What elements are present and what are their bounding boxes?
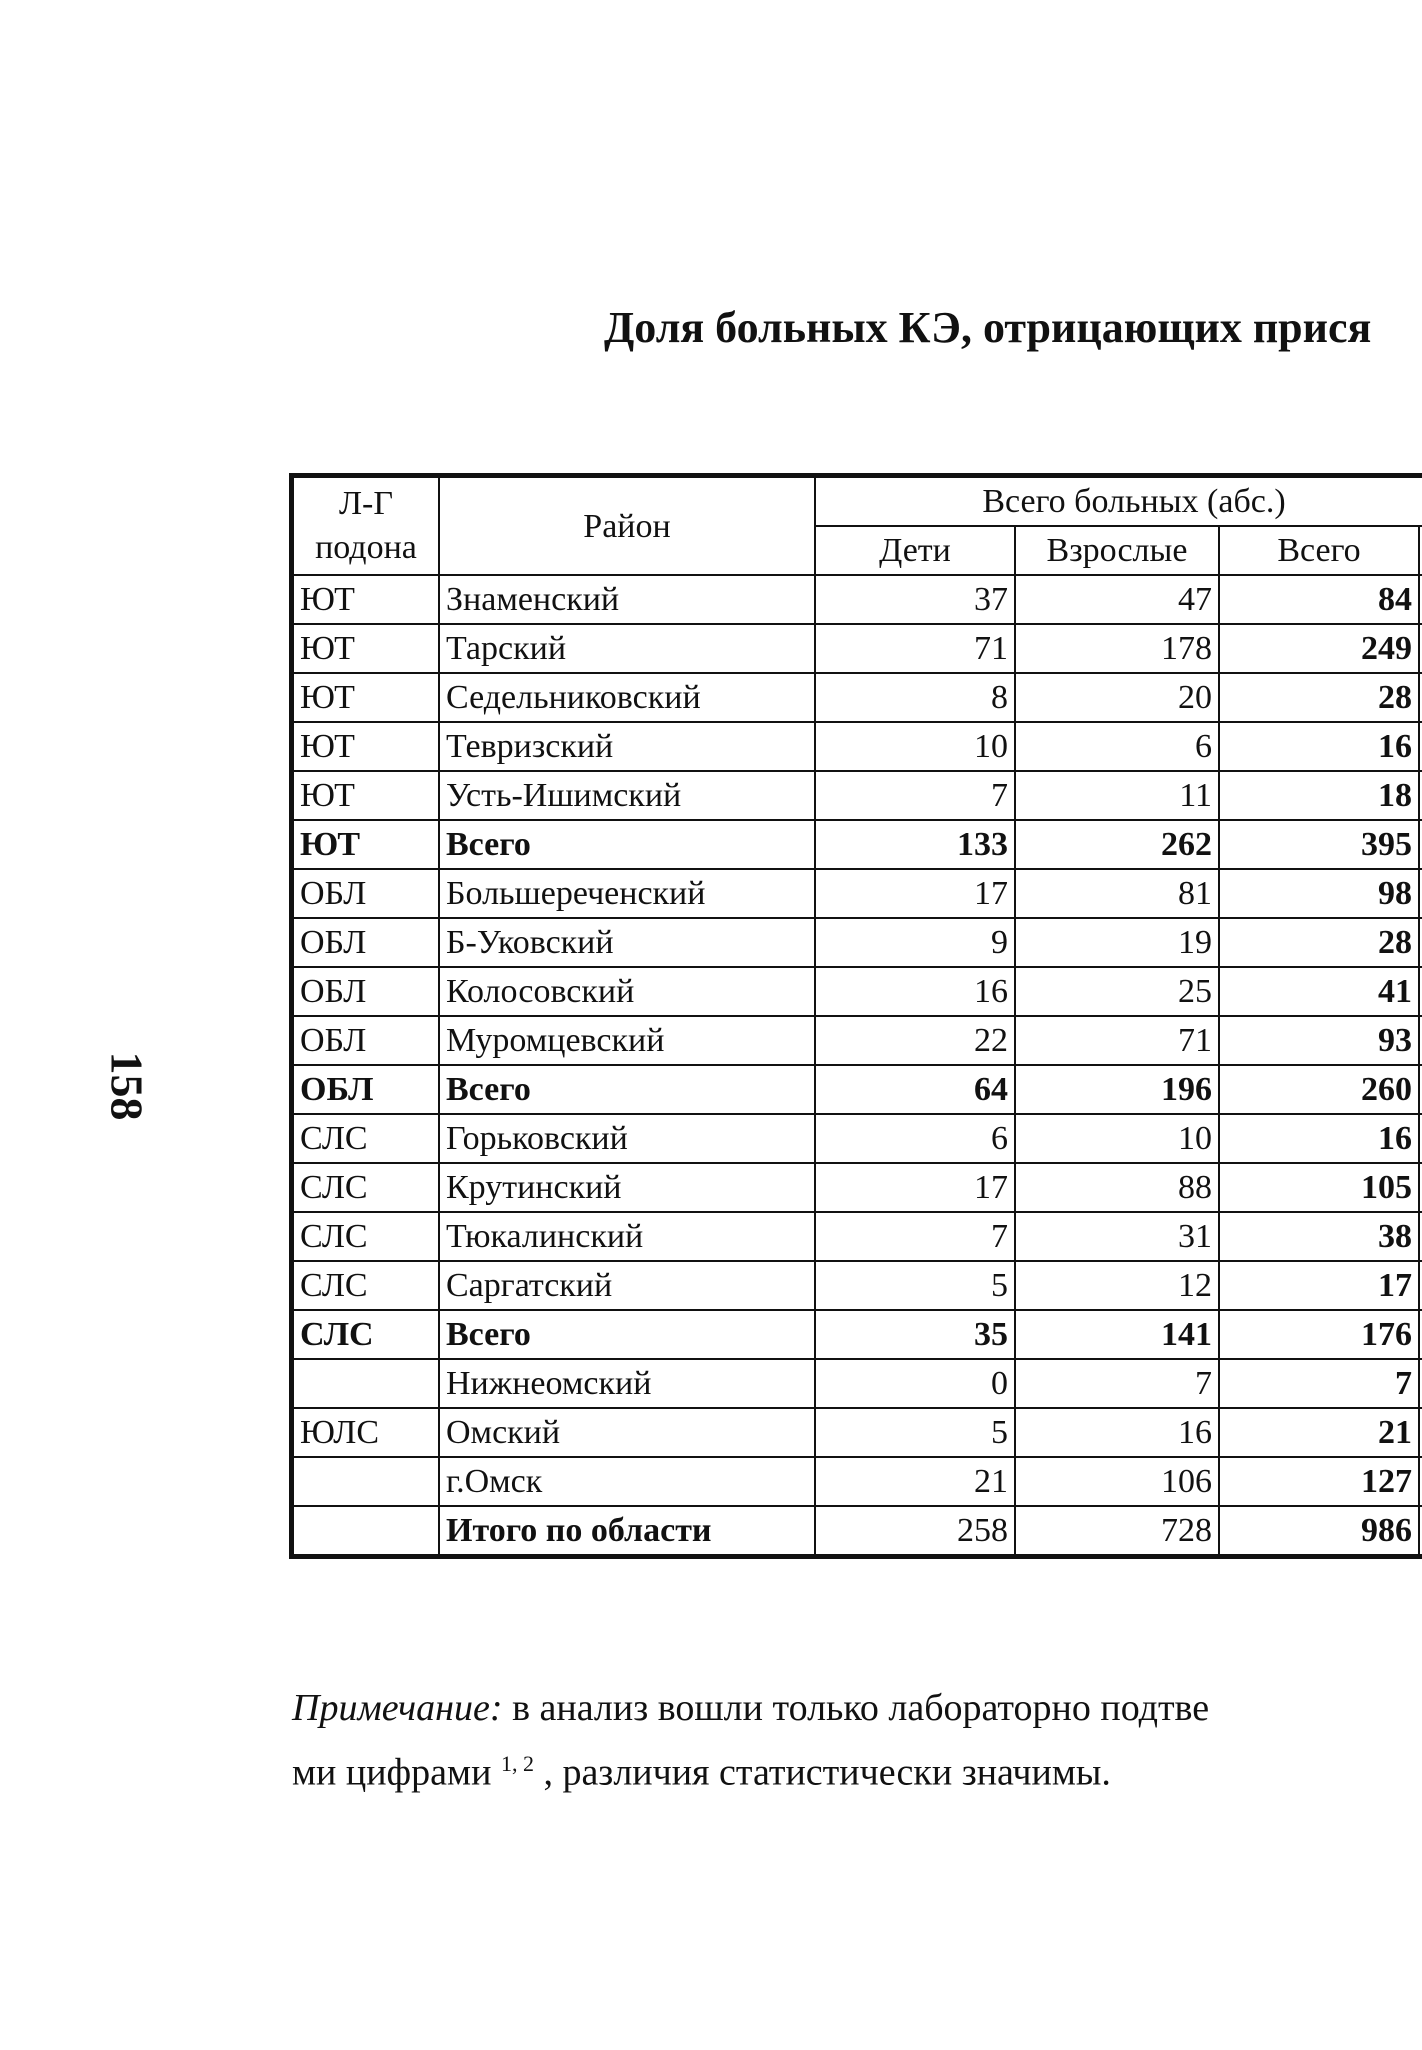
cell-vsego: 260 <box>1219 1065 1419 1114</box>
cell-deti: 35 <box>815 1310 1015 1359</box>
table-body <box>293 575 1422 1555</box>
cell-vsego: 7 <box>1219 1359 1419 1408</box>
note <box>292 1680 1209 1801</box>
table-row <box>293 1065 1422 1114</box>
data-table <box>292 476 1422 1556</box>
cell-vzroslye: 19 <box>1015 918 1219 967</box>
table-row <box>293 1212 1422 1261</box>
cell-vzroslye: 47 <box>1015 575 1219 624</box>
cell-deti: 71 <box>815 624 1015 673</box>
cell-lg-podona: СЛС <box>293 1212 439 1261</box>
cell-vsego: 105 <box>1219 1163 1419 1212</box>
table-row <box>293 1163 1422 1212</box>
cell-vzroslye: 88 <box>1015 1163 1219 1212</box>
header-lg-podona: Л-Г подона <box>293 477 439 575</box>
cell-vsego: 84 <box>1219 575 1419 624</box>
table-row <box>293 1408 1422 1457</box>
cell-lg-podona <box>293 1359 439 1408</box>
cell-lg-podona: ЮЛС <box>293 1408 439 1457</box>
cell-vsego: 127 <box>1219 1457 1419 1506</box>
header-rayon: Район <box>439 477 815 575</box>
cell-vsego: 21 <box>1219 1408 1419 1457</box>
table-row <box>293 624 1422 673</box>
cell-rayon: Всего <box>439 1310 815 1359</box>
table-row <box>293 673 1422 722</box>
cell-vsego: 38 <box>1219 1212 1419 1261</box>
cell-vzroslye: 728 <box>1015 1506 1219 1555</box>
cell-lg-podona: ЮТ <box>293 575 439 624</box>
page-number: 158 <box>101 1051 153 1121</box>
table-row <box>293 771 1422 820</box>
cell-rayon: Крутинский <box>439 1163 815 1212</box>
header-vsego: Всего <box>1219 526 1419 575</box>
cell-vsego: 986 <box>1219 1506 1419 1555</box>
cell-deti: 64 <box>815 1065 1015 1114</box>
cell-lg-podona: СЛС <box>293 1114 439 1163</box>
cell-deti: 0 <box>815 1359 1015 1408</box>
cell-rayon: г.Омск <box>439 1457 815 1506</box>
table-row <box>293 1506 1422 1555</box>
note-label: Примечание: <box>292 1687 503 1729</box>
note-line-2 <box>292 1736 1209 1801</box>
table-row <box>293 967 1422 1016</box>
cell-lg-podona: ЮТ <box>293 624 439 673</box>
cell-rayon: Колосовский <box>439 967 815 1016</box>
cell-lg-podona: ЮТ <box>293 771 439 820</box>
cell-vsego: 17 <box>1219 1261 1419 1310</box>
cell-rayon: Всего <box>439 1065 815 1114</box>
cell-lg-podona: ЮТ <box>293 722 439 771</box>
cell-rayon: Горьковский <box>439 1114 815 1163</box>
cell-vsego: 176 <box>1219 1310 1419 1359</box>
cell-vzroslye: 71 <box>1015 1016 1219 1065</box>
cell-deti: 37 <box>815 575 1015 624</box>
cell-vsego: 28 <box>1219 918 1419 967</box>
cell-deti: 5 <box>815 1408 1015 1457</box>
note-superscript: 1, 2 <box>500 1751 534 1776</box>
cell-vzroslye: 16 <box>1015 1408 1219 1457</box>
cell-vsego: 98 <box>1219 869 1419 918</box>
cell-vzroslye: 196 <box>1015 1065 1219 1114</box>
cell-vsego: 93 <box>1219 1016 1419 1065</box>
cell-rayon: Усть-Ишимский <box>439 771 815 820</box>
note-line-1 <box>292 1680 1209 1736</box>
cell-rayon: Б-Уковский <box>439 918 815 967</box>
cell-deti: 16 <box>815 967 1015 1016</box>
cell-rayon: Тарский <box>439 624 815 673</box>
cell-vzroslye: 31 <box>1015 1212 1219 1261</box>
table-row <box>293 1114 1422 1163</box>
table-row <box>293 1016 1422 1065</box>
table-row <box>293 820 1422 869</box>
table-row <box>293 869 1422 918</box>
cell-vsego: 249 <box>1219 624 1419 673</box>
cell-deti: 22 <box>815 1016 1015 1065</box>
cell-deti: 7 <box>815 1212 1015 1261</box>
note-line-1-text: в анализ вошли только лабораторно подтве <box>502 1687 1210 1729</box>
cell-lg-podona: ОБЛ <box>293 869 439 918</box>
cell-lg-podona <box>293 1457 439 1506</box>
cell-deti: 133 <box>815 820 1015 869</box>
cell-deti: 10 <box>815 722 1015 771</box>
table-row <box>293 918 1422 967</box>
header-vzroslye: Взрослые <box>1015 526 1219 575</box>
cell-vsego: 18 <box>1219 771 1419 820</box>
cell-deti: 258 <box>815 1506 1015 1555</box>
cell-vsego: 395 <box>1219 820 1419 869</box>
cell-vzroslye: 11 <box>1015 771 1219 820</box>
cell-vsego: 28 <box>1219 673 1419 722</box>
table-row <box>293 1359 1422 1408</box>
cell-vsego: 16 <box>1219 722 1419 771</box>
cell-vzroslye: 12 <box>1015 1261 1219 1310</box>
cell-rayon: Тевризский <box>439 722 815 771</box>
cell-lg-podona: ОБЛ <box>293 1016 439 1065</box>
table-row <box>293 1310 1422 1359</box>
cell-lg-podona: ЮТ <box>293 820 439 869</box>
header-row-1 <box>293 477 1422 526</box>
cell-vzroslye: 178 <box>1015 624 1219 673</box>
table-row <box>293 1457 1422 1506</box>
cell-deti: 17 <box>815 1163 1015 1212</box>
cell-vzroslye: 81 <box>1015 869 1219 918</box>
cell-rayon: Тюкалинский <box>439 1212 815 1261</box>
cell-rayon: Седельниковский <box>439 673 815 722</box>
cell-rayon: Муромцевский <box>439 1016 815 1065</box>
cell-rayon: Нижнеомский <box>439 1359 815 1408</box>
table-row <box>293 575 1422 624</box>
cell-vzroslye: 262 <box>1015 820 1219 869</box>
cell-vzroslye: 7 <box>1015 1359 1219 1408</box>
cell-rayon: Знаменский <box>439 575 815 624</box>
cell-rayon: Всего <box>439 820 815 869</box>
cell-lg-podona: ОБЛ <box>293 1065 439 1114</box>
cell-deti: 6 <box>815 1114 1015 1163</box>
note-line-2-before: ми цифрами <box>292 1751 501 1794</box>
cell-lg-podona: СЛС <box>293 1310 439 1359</box>
cell-deti: 9 <box>815 918 1015 967</box>
cell-deti: 8 <box>815 673 1015 722</box>
cell-lg-podona: ОБЛ <box>293 967 439 1016</box>
cell-vsego: 41 <box>1219 967 1419 1016</box>
cell-lg-podona: ЮТ <box>293 673 439 722</box>
note-line-2-after: , различия статистически значимы. <box>533 1751 1111 1794</box>
header-group-total-patients: Всего больных (абс.) <box>815 477 1422 526</box>
table-title: Доля больных КЭ, отрицающих прися <box>604 303 1372 352</box>
table-row <box>293 1261 1422 1310</box>
cell-vzroslye: 141 <box>1015 1310 1219 1359</box>
header-deti: Дети <box>815 526 1015 575</box>
cell-rayon: Омский <box>439 1408 815 1457</box>
cell-deti: 21 <box>815 1457 1015 1506</box>
cell-vzroslye: 25 <box>1015 967 1219 1016</box>
cell-lg-podona: СЛС <box>293 1261 439 1310</box>
cell-vzroslye: 20 <box>1015 673 1219 722</box>
cell-vzroslye: 6 <box>1015 722 1219 771</box>
cell-deti: 5 <box>815 1261 1015 1310</box>
cell-deti: 17 <box>815 869 1015 918</box>
cell-rayon: Итого по области <box>439 1506 815 1555</box>
cell-lg-podona: СЛС <box>293 1163 439 1212</box>
cell-deti: 7 <box>815 771 1015 820</box>
cell-lg-podona: ОБЛ <box>293 918 439 967</box>
cell-rayon: Большереченский <box>439 869 815 918</box>
cell-lg-podona <box>293 1506 439 1555</box>
cell-rayon: Саргатский <box>439 1261 815 1310</box>
table-row <box>293 722 1422 771</box>
cell-vzroslye: 10 <box>1015 1114 1219 1163</box>
cell-vzroslye: 106 <box>1015 1457 1219 1506</box>
cell-vsego: 16 <box>1219 1114 1419 1163</box>
